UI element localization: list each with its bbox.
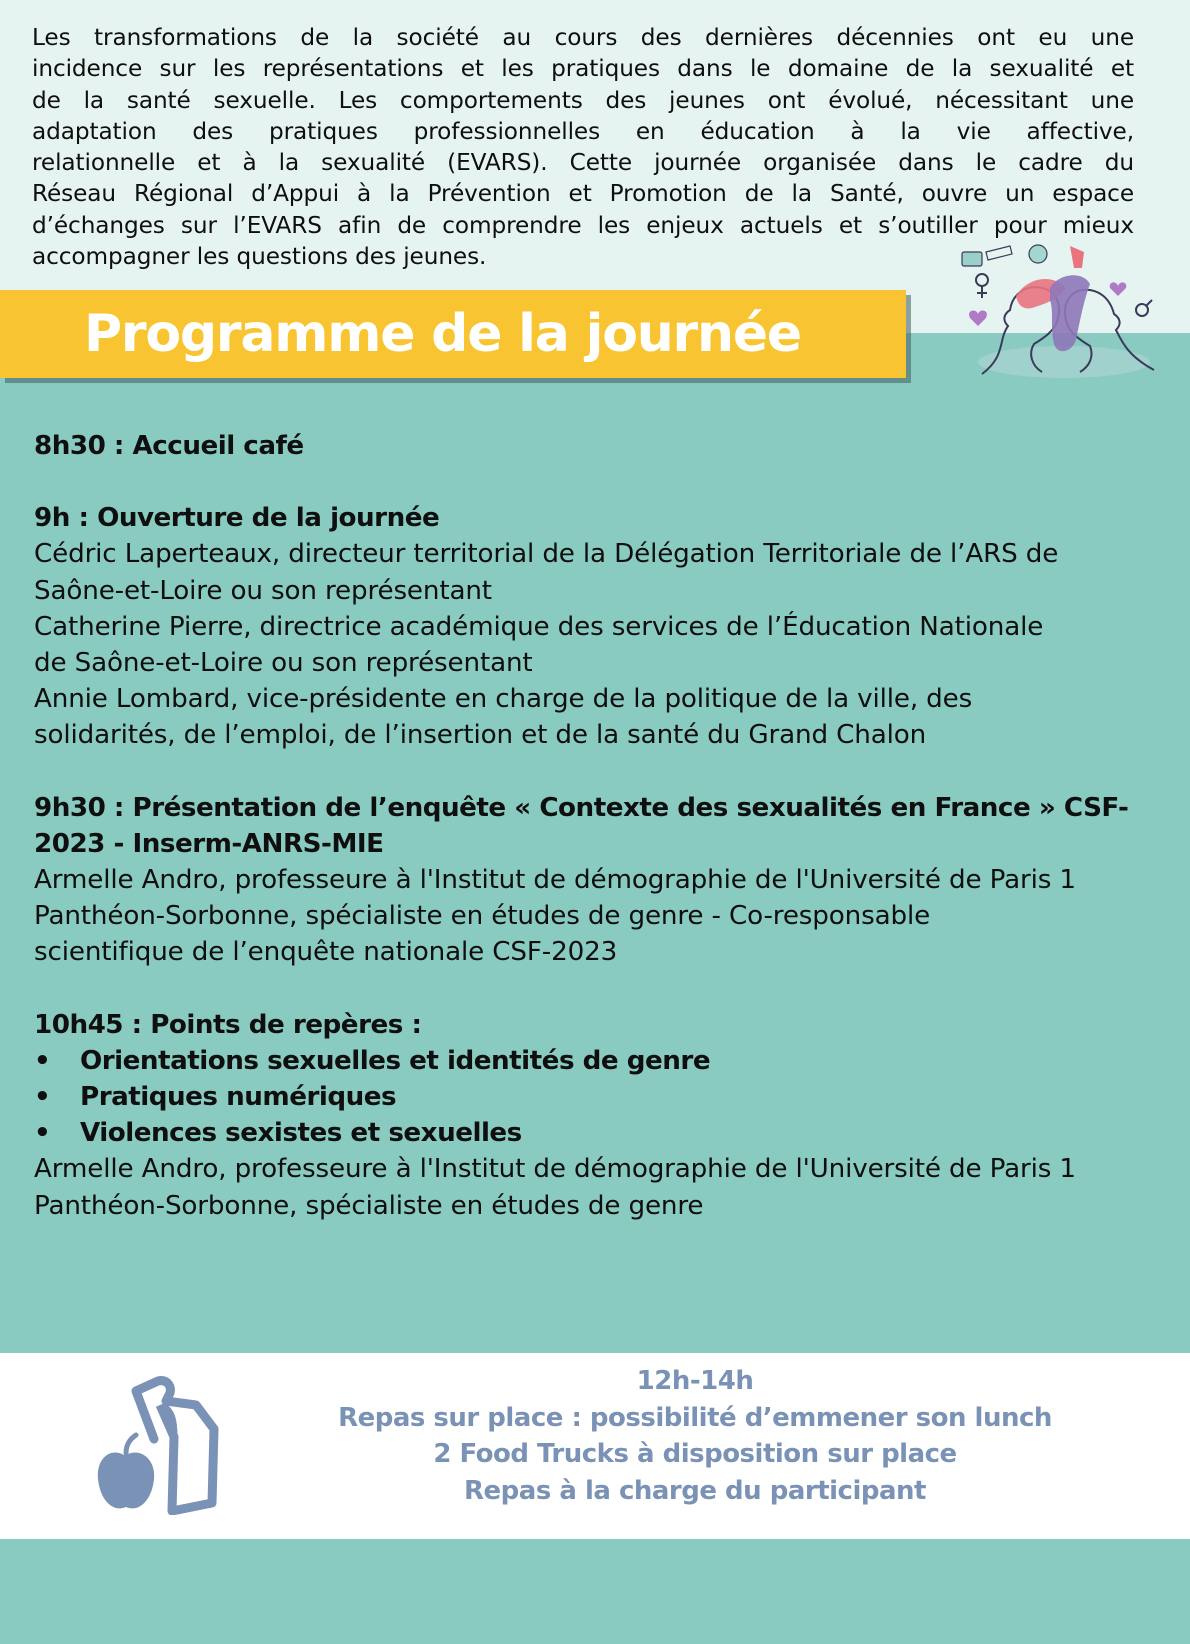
program-line: scientifique de l’enquête nationale CSF-2023: [34, 937, 618, 968]
lunch-line: Repas à la charge du participant: [464, 1475, 926, 1506]
intro-line: Réseau Régional d’Appui à la Prévention et Promotion de la Santé, ouvre un espace: [32, 180, 1134, 208]
bullet-text: Orientations sexuelles et identités de genre: [80, 1045, 711, 1076]
intro-line: incidence sur les représentations et les pratiques dans le domaine de la sexualité et: [32, 55, 1134, 83]
program-heading: 10h45 : Points de repères :: [34, 1009, 422, 1040]
faces-illustration-icon: [958, 244, 1160, 400]
program-heading: 9h30 : Présentation de l’enquête « Contexte des sexualités en France » CSF-: [34, 792, 1129, 823]
intro-line: adaptation des pratiques professionnelles en éducation à la vie affective,: [32, 117, 1134, 145]
program-line: Panthéon-Sorbonne, spécialiste en études de genre: [34, 1190, 704, 1221]
program-line: Armelle Andro, professeure à l'Institut de démographie de l'Université de Paris 1: [34, 865, 1076, 896]
bullet-text: Pratiques numériques: [80, 1082, 397, 1113]
bullet-symbol: •: [34, 1118, 51, 1149]
lunch-info: [300, 1363, 1090, 1509]
program-heading: 2023 - Inserm-ANRS-MIE: [34, 828, 384, 859]
program-line: Annie Lombard, vice-présidente en charge de la politique de la ville, des: [34, 684, 973, 715]
lunch-bag-apple-icon: [96, 1375, 222, 1515]
lunch-line: Repas sur place : possibilité d’emmener son lunch: [338, 1402, 1052, 1433]
program-line: Saône-et-Loire ou son représentant: [34, 575, 492, 606]
program-line: Cédric Laperteaux, directeur territorial de la Délégation Territoriale de l’ARS de: [34, 539, 1059, 570]
lunch-line: 2 Food Trucks à disposition sur place: [433, 1439, 957, 1469]
intro-line: de la santé sexuelle. Les comportements des jeunes ont évolué, nécessitant une: [32, 86, 1134, 114]
program-heading: 8h30 : Accueil café: [34, 431, 304, 461]
bullet-text: Violences sexistes et sexuelles: [80, 1118, 522, 1149]
program-line: Panthéon-Sorbonne, spécialiste en études de genre - Co-responsable: [34, 901, 931, 932]
bullet-item: [34, 1115, 1164, 1151]
program-heading: 9h : Ouverture de la journée: [34, 503, 440, 534]
lunch-band: [0, 1353, 1190, 1539]
page-title: Programme de la journée: [84, 304, 801, 364]
bullet-item: [34, 1079, 1164, 1115]
bullet-item: [34, 1043, 1164, 1079]
intro-line: Les transformations de la société au cours des dernières décennies ont eu une: [32, 24, 1134, 51]
bullet-symbol: •: [34, 1082, 51, 1113]
program-line: Catherine Pierre, directrice académique des services de l’Éducation Nationale: [34, 611, 1044, 642]
program-line: solidarités, de l’emploi, de l’insertion et de la santé du Grand Chalon: [34, 720, 927, 751]
intro-paragraph: [32, 22, 1134, 272]
intro-line: accompagner les questions des jeunes.: [32, 243, 487, 271]
program-title-banner: [0, 290, 906, 378]
bullet-symbol: •: [34, 1045, 51, 1076]
program-list: [34, 428, 1164, 1224]
program-line: Armelle Andro, professeure à l'Institut de démographie de l'Université de Paris 1: [34, 1154, 1076, 1185]
intro-line: d’échanges sur l’EVARS afin de comprendre les enjeux actuels et s’outiller pour mieux: [32, 211, 1134, 239]
intro-line: relationnelle et à la sexualité (EVARS). Cette journée organisée dans le cadre du: [32, 149, 1134, 177]
lunch-time: 12h-14h: [636, 1366, 754, 1396]
program-line: de Saône-et-Loire ou son représentant: [34, 648, 533, 679]
